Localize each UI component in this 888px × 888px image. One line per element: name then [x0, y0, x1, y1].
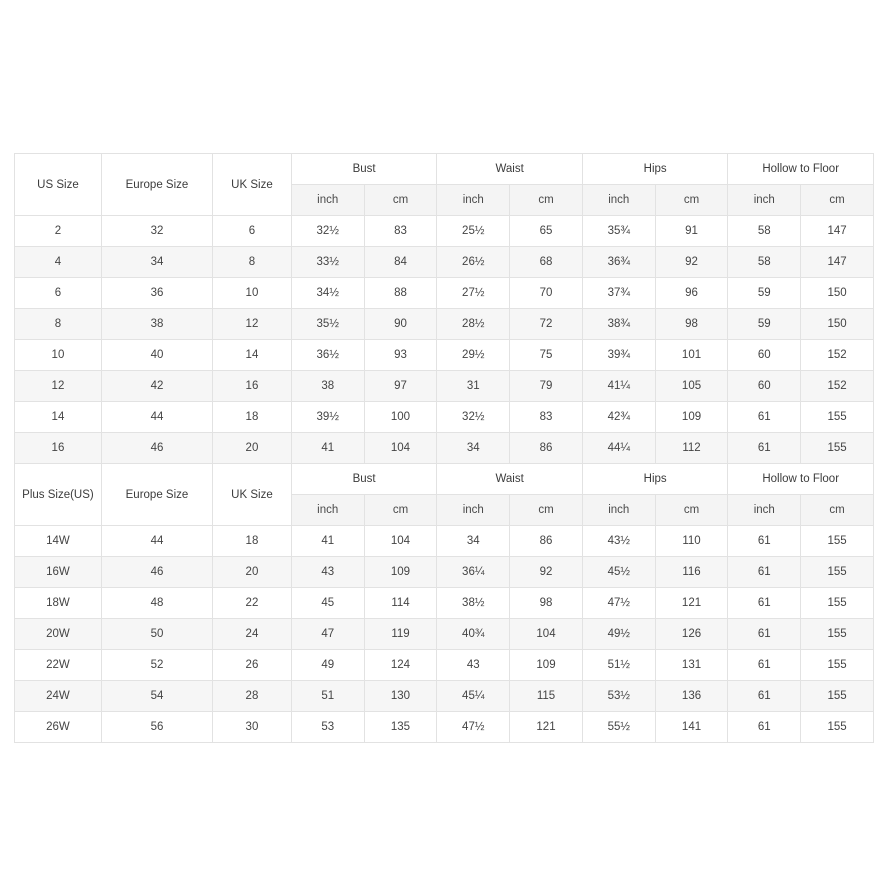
header-uk-size: UK Size — [213, 154, 292, 216]
cell-waist-cm: 86 — [510, 526, 583, 557]
cell-uk-size: 20 — [213, 557, 292, 588]
cell-europe-size: 38 — [101, 309, 212, 340]
cell-us-size: 4 — [15, 247, 102, 278]
cell-europe-size: 34 — [101, 247, 212, 278]
cell-uk-size: 12 — [213, 309, 292, 340]
cell-hollow-cm: 152 — [801, 371, 874, 402]
cell-europe-size: 46 — [101, 433, 212, 464]
cell-waist-inch: 40¾ — [437, 619, 510, 650]
cell-hollow-cm: 147 — [801, 247, 874, 278]
header-waist: Waist — [437, 154, 583, 185]
unit-hips-inch: inch — [582, 495, 655, 526]
cell-waist-inch: 47½ — [437, 712, 510, 743]
cell-bust-cm: 135 — [364, 712, 437, 743]
cell-hips-cm: 116 — [655, 557, 728, 588]
unit-hollow-inch: inch — [728, 185, 801, 216]
cell-hips-inch: 51½ — [582, 650, 655, 681]
cell-europe-size: 36 — [101, 278, 212, 309]
header-hips: Hips — [582, 464, 728, 495]
cell-waist-cm: 121 — [510, 712, 583, 743]
table-row — [15, 588, 874, 619]
cell-bust-inch: 43 — [291, 557, 364, 588]
cell-plus-size: 18W — [15, 588, 102, 619]
header-uk-size: UK Size — [213, 464, 292, 526]
cell-hollow-inch: 58 — [728, 216, 801, 247]
cell-hollow-inch: 61 — [728, 557, 801, 588]
cell-bust-cm: 124 — [364, 650, 437, 681]
cell-bust-inch: 51 — [291, 681, 364, 712]
table-row — [15, 216, 874, 247]
cell-waist-cm: 86 — [510, 433, 583, 464]
cell-hollow-inch: 58 — [728, 247, 801, 278]
cell-europe-size: 44 — [101, 402, 212, 433]
cell-bust-cm: 84 — [364, 247, 437, 278]
cell-hips-cm: 121 — [655, 588, 728, 619]
cell-hips-cm: 92 — [655, 247, 728, 278]
cell-waist-inch: 34 — [437, 433, 510, 464]
cell-us-size: 14 — [15, 402, 102, 433]
cell-hips-inch: 37¾ — [582, 278, 655, 309]
cell-europe-size: 48 — [101, 588, 212, 619]
cell-hollow-cm: 155 — [801, 402, 874, 433]
cell-hips-cm: 96 — [655, 278, 728, 309]
unit-hips-cm: cm — [655, 185, 728, 216]
cell-hips-inch: 41¼ — [582, 371, 655, 402]
cell-hips-inch: 42¾ — [582, 402, 655, 433]
cell-uk-size: 14 — [213, 340, 292, 371]
cell-hollow-cm: 155 — [801, 588, 874, 619]
table-row — [15, 650, 874, 681]
cell-uk-size: 24 — [213, 619, 292, 650]
cell-plus-size: 26W — [15, 712, 102, 743]
cell-uk-size: 6 — [213, 216, 292, 247]
cell-bust-cm: 104 — [364, 526, 437, 557]
unit-hollow-inch: inch — [728, 495, 801, 526]
cell-bust-cm: 83 — [364, 216, 437, 247]
cell-waist-inch: 38½ — [437, 588, 510, 619]
cell-plus-size: 14W — [15, 526, 102, 557]
cell-hips-inch: 45½ — [582, 557, 655, 588]
cell-hips-inch: 49½ — [582, 619, 655, 650]
table-row — [15, 619, 874, 650]
cell-uk-size: 8 — [213, 247, 292, 278]
cell-us-size: 12 — [15, 371, 102, 402]
cell-hips-cm: 126 — [655, 619, 728, 650]
cell-us-size: 8 — [15, 309, 102, 340]
cell-waist-cm: 83 — [510, 402, 583, 433]
cell-bust-inch: 41 — [291, 526, 364, 557]
header-bust: Bust — [291, 464, 437, 495]
cell-hips-inch: 35¾ — [582, 216, 655, 247]
cell-hollow-inch: 61 — [728, 433, 801, 464]
cell-uk-size: 28 — [213, 681, 292, 712]
table-row — [15, 557, 874, 588]
cell-hips-inch: 55½ — [582, 712, 655, 743]
header-europe-size: Europe Size — [101, 464, 212, 526]
unit-waist-cm: cm — [510, 495, 583, 526]
cell-hollow-inch: 61 — [728, 588, 801, 619]
cell-plus-size: 20W — [15, 619, 102, 650]
table-row — [15, 433, 874, 464]
cell-hollow-inch: 61 — [728, 650, 801, 681]
table-row — [15, 371, 874, 402]
cell-us-size: 6 — [15, 278, 102, 309]
cell-bust-inch: 45 — [291, 588, 364, 619]
cell-hips-inch: 36¾ — [582, 247, 655, 278]
cell-bust-cm: 130 — [364, 681, 437, 712]
cell-plus-size: 16W — [15, 557, 102, 588]
cell-waist-inch: 36¼ — [437, 557, 510, 588]
cell-hips-inch: 39¾ — [582, 340, 655, 371]
header-europe-size: Europe Size — [101, 154, 212, 216]
cell-europe-size: 46 — [101, 557, 212, 588]
cell-hips-cm: 112 — [655, 433, 728, 464]
table-row — [15, 278, 874, 309]
cell-hips-cm: 98 — [655, 309, 728, 340]
cell-waist-inch: 28½ — [437, 309, 510, 340]
cell-hollow-cm: 150 — [801, 278, 874, 309]
standard-size-table — [14, 153, 874, 464]
header-bust: Bust — [291, 154, 437, 185]
cell-europe-size: 32 — [101, 216, 212, 247]
cell-hips-cm: 109 — [655, 402, 728, 433]
cell-waist-cm: 92 — [510, 557, 583, 588]
cell-hips-cm: 131 — [655, 650, 728, 681]
cell-hips-inch: 43½ — [582, 526, 655, 557]
header-waist: Waist — [437, 464, 583, 495]
cell-waist-inch: 29½ — [437, 340, 510, 371]
cell-bust-inch: 53 — [291, 712, 364, 743]
cell-uk-size: 18 — [213, 526, 292, 557]
cell-hollow-cm: 152 — [801, 340, 874, 371]
cell-waist-inch: 31 — [437, 371, 510, 402]
cell-bust-cm: 104 — [364, 433, 437, 464]
cell-bust-cm: 100 — [364, 402, 437, 433]
cell-hollow-inch: 61 — [728, 526, 801, 557]
unit-bust-inch: inch — [291, 495, 364, 526]
cell-bust-inch: 47 — [291, 619, 364, 650]
cell-hollow-cm: 155 — [801, 712, 874, 743]
unit-hollow-cm: cm — [801, 495, 874, 526]
table-header-row — [15, 154, 874, 185]
cell-bust-cm: 93 — [364, 340, 437, 371]
cell-hollow-cm: 147 — [801, 216, 874, 247]
cell-bust-inch: 34½ — [291, 278, 364, 309]
cell-hollow-cm: 155 — [801, 557, 874, 588]
cell-waist-inch: 26½ — [437, 247, 510, 278]
cell-bust-inch: 49 — [291, 650, 364, 681]
cell-bust-inch: 39½ — [291, 402, 364, 433]
cell-hips-cm: 101 — [655, 340, 728, 371]
unit-waist-inch: inch — [437, 495, 510, 526]
cell-plus-size: 22W — [15, 650, 102, 681]
cell-us-size: 2 — [15, 216, 102, 247]
cell-hollow-cm: 155 — [801, 650, 874, 681]
unit-waist-cm: cm — [510, 185, 583, 216]
cell-uk-size: 26 — [213, 650, 292, 681]
cell-bust-cm: 114 — [364, 588, 437, 619]
cell-waist-inch: 45¼ — [437, 681, 510, 712]
cell-hips-inch: 38¾ — [582, 309, 655, 340]
cell-bust-inch: 38 — [291, 371, 364, 402]
header-us-size: US Size — [15, 154, 102, 216]
cell-waist-cm: 104 — [510, 619, 583, 650]
table-row — [15, 681, 874, 712]
cell-waist-cm: 75 — [510, 340, 583, 371]
cell-hollow-cm: 150 — [801, 309, 874, 340]
cell-hollow-inch: 61 — [728, 712, 801, 743]
cell-hollow-inch: 61 — [728, 619, 801, 650]
cell-europe-size: 52 — [101, 650, 212, 681]
cell-hollow-cm: 155 — [801, 526, 874, 557]
cell-bust-inch: 35½ — [291, 309, 364, 340]
cell-uk-size: 30 — [213, 712, 292, 743]
cell-bust-inch: 32½ — [291, 216, 364, 247]
cell-uk-size: 16 — [213, 371, 292, 402]
cell-bust-cm: 88 — [364, 278, 437, 309]
header-hollow-to-floor: Hollow to Floor — [728, 464, 874, 495]
cell-waist-cm: 115 — [510, 681, 583, 712]
cell-hollow-inch: 60 — [728, 340, 801, 371]
cell-europe-size: 56 — [101, 712, 212, 743]
cell-hips-cm: 91 — [655, 216, 728, 247]
table-row — [15, 526, 874, 557]
unit-hips-inch: inch — [582, 185, 655, 216]
cell-waist-cm: 79 — [510, 371, 583, 402]
cell-hollow-cm: 155 — [801, 433, 874, 464]
plus-size-table — [14, 463, 874, 743]
cell-us-size: 10 — [15, 340, 102, 371]
cell-waist-cm: 68 — [510, 247, 583, 278]
cell-bust-inch: 41 — [291, 433, 364, 464]
cell-hips-cm: 110 — [655, 526, 728, 557]
cell-waist-inch: 43 — [437, 650, 510, 681]
unit-waist-inch: inch — [437, 185, 510, 216]
cell-bust-cm: 109 — [364, 557, 437, 588]
cell-europe-size: 50 — [101, 619, 212, 650]
cell-hips-cm: 105 — [655, 371, 728, 402]
cell-hips-cm: 141 — [655, 712, 728, 743]
unit-hollow-cm: cm — [801, 185, 874, 216]
cell-hollow-inch: 60 — [728, 371, 801, 402]
unit-hips-cm: cm — [655, 495, 728, 526]
cell-uk-size: 20 — [213, 433, 292, 464]
cell-bust-cm: 97 — [364, 371, 437, 402]
header-hollow-to-floor: Hollow to Floor — [728, 154, 874, 185]
cell-waist-cm: 98 — [510, 588, 583, 619]
cell-waist-cm: 109 — [510, 650, 583, 681]
cell-hollow-inch: 61 — [728, 681, 801, 712]
cell-hips-inch: 44¼ — [582, 433, 655, 464]
cell-hips-cm: 136 — [655, 681, 728, 712]
cell-bust-cm: 119 — [364, 619, 437, 650]
cell-waist-inch: 32½ — [437, 402, 510, 433]
cell-waist-inch: 25½ — [437, 216, 510, 247]
cell-hollow-cm: 155 — [801, 619, 874, 650]
table-row — [15, 309, 874, 340]
unit-bust-cm: cm — [364, 185, 437, 216]
table-row — [15, 247, 874, 278]
cell-waist-inch: 34 — [437, 526, 510, 557]
cell-us-size: 16 — [15, 433, 102, 464]
table-header-row — [15, 464, 874, 495]
cell-plus-size: 24W — [15, 681, 102, 712]
cell-waist-cm: 65 — [510, 216, 583, 247]
cell-hips-inch: 47½ — [582, 588, 655, 619]
cell-uk-size: 22 — [213, 588, 292, 619]
table-row — [15, 712, 874, 743]
cell-bust-cm: 90 — [364, 309, 437, 340]
cell-waist-cm: 70 — [510, 278, 583, 309]
cell-hollow-inch: 61 — [728, 402, 801, 433]
table-row — [15, 402, 874, 433]
cell-bust-inch: 36½ — [291, 340, 364, 371]
cell-europe-size: 40 — [101, 340, 212, 371]
cell-bust-inch: 33½ — [291, 247, 364, 278]
cell-waist-inch: 27½ — [437, 278, 510, 309]
header-hips: Hips — [582, 154, 728, 185]
cell-hips-inch: 53½ — [582, 681, 655, 712]
cell-waist-cm: 72 — [510, 309, 583, 340]
header-plus-size-us: Plus Size(US) — [15, 464, 102, 526]
cell-uk-size: 10 — [213, 278, 292, 309]
table-row — [15, 340, 874, 371]
cell-hollow-inch: 59 — [728, 278, 801, 309]
cell-hollow-inch: 59 — [728, 309, 801, 340]
cell-europe-size: 54 — [101, 681, 212, 712]
cell-europe-size: 44 — [101, 526, 212, 557]
cell-uk-size: 18 — [213, 402, 292, 433]
cell-europe-size: 42 — [101, 371, 212, 402]
unit-bust-cm: cm — [364, 495, 437, 526]
unit-bust-inch: inch — [291, 185, 364, 216]
cell-hollow-cm: 155 — [801, 681, 874, 712]
